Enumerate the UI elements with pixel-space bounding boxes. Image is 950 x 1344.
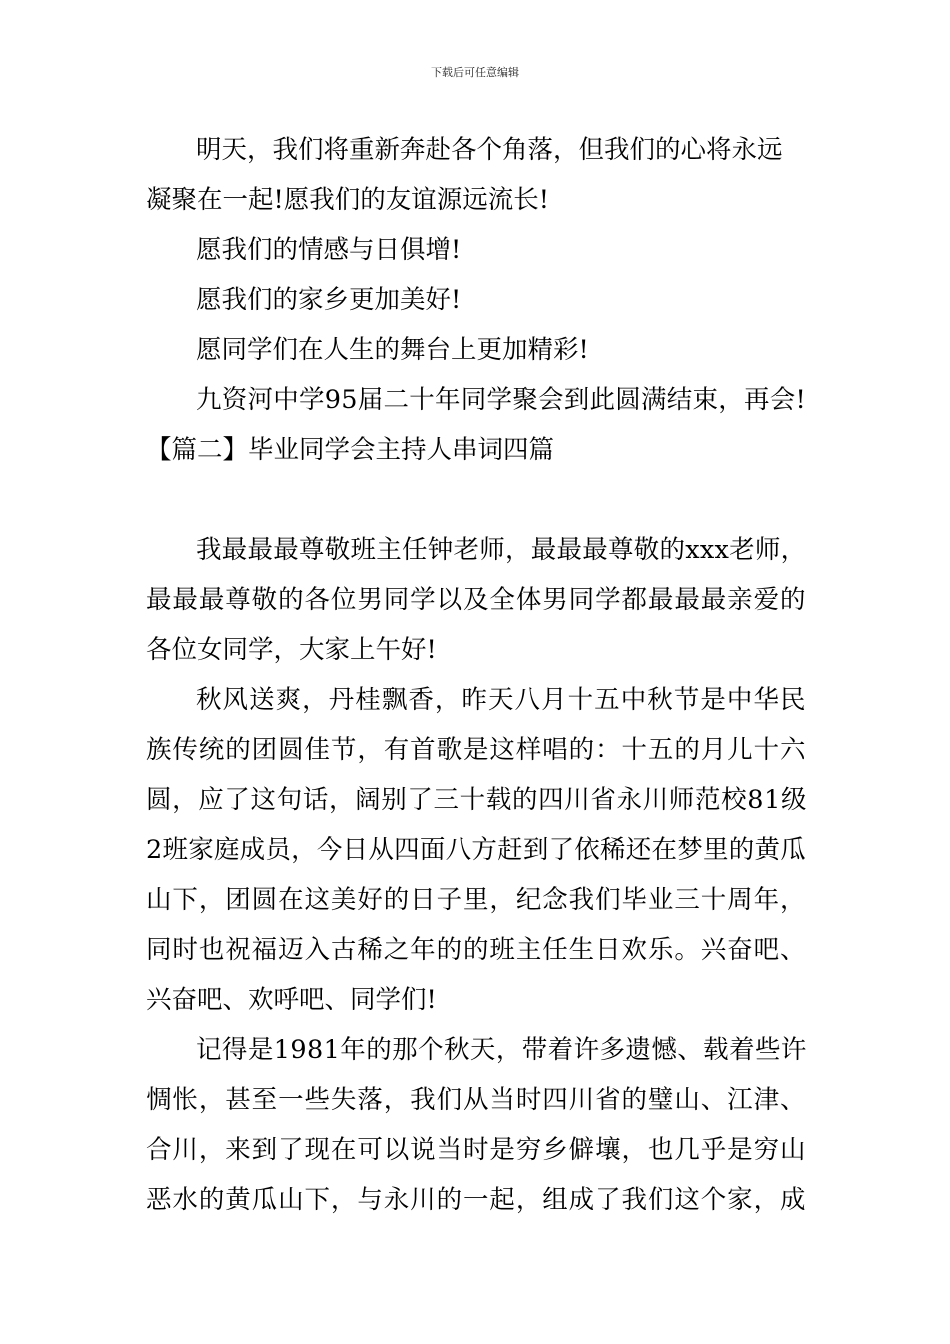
text-line: 凝聚在一起!愿我们的友谊源远流长!: [146, 185, 549, 215]
page-header: 下载后可任意编辑: [431, 66, 519, 79]
section-heading: 【篇二】毕业同学会主持人串词四篇: [146, 435, 555, 465]
text-line: 愿我们的情感与日俱增!: [196, 235, 462, 265]
text-line: 各位女同学，大家上午好!: [146, 635, 437, 665]
text-line: 兴奋吧、欢呼吧、同学们!: [146, 985, 437, 1015]
text-line: 合川，来到了现在可以说当时是穷乡僻壤，也几乎是穷山: [146, 1135, 807, 1165]
text-line: 2班家庭成员，今日从四面八方赶到了依稀还在梦里的黄瓜: [146, 835, 806, 865]
text-line: 惆怅，甚至一些失落，我们从当时四川省的璧山、江津、: [146, 1085, 807, 1115]
text-line: 圆，应了这句话，阔别了三十载的四川省永川师范校81级: [146, 785, 808, 815]
text-line: 九资河中学95届二十年同学聚会到此圆满结束，再会!: [196, 385, 806, 415]
text-line: 山下，团圆在这美好的日子里，纪念我们毕业三十周年，: [146, 885, 807, 915]
text-line: 愿同学们在人生的舞台上更加精彩!: [196, 335, 589, 365]
text-line: 记得是1981年的那个秋天，带着许多遗憾、载着些许: [196, 1035, 807, 1065]
text-line: 恶水的黄瓜山下，与永川的一起，组成了我们这个家，成: [146, 1185, 807, 1215]
text-line: 愿我们的家乡更加美好!: [196, 285, 462, 315]
text-line: 族传统的团圆佳节，有首歌是这样唱的：十五的月儿十六: [146, 735, 807, 765]
text-line: 秋风送爽，丹桂飘香，昨天八月十五中秋节是中华民: [196, 685, 807, 715]
text-line: 同时也祝福迈入古稀之年的的班主任生日欢乐。兴奋吧、: [146, 935, 807, 965]
text-line: 最最最尊敬的各位男同学以及全体男同学都最最最亲爱的: [146, 585, 807, 615]
text-line: 我最最最尊敬班主任钟老师，最最最尊敬的xxx老师，: [196, 535, 807, 565]
text-line: 明天，我们将重新奔赴各个角落，但我们的心将永远: [196, 135, 783, 165]
